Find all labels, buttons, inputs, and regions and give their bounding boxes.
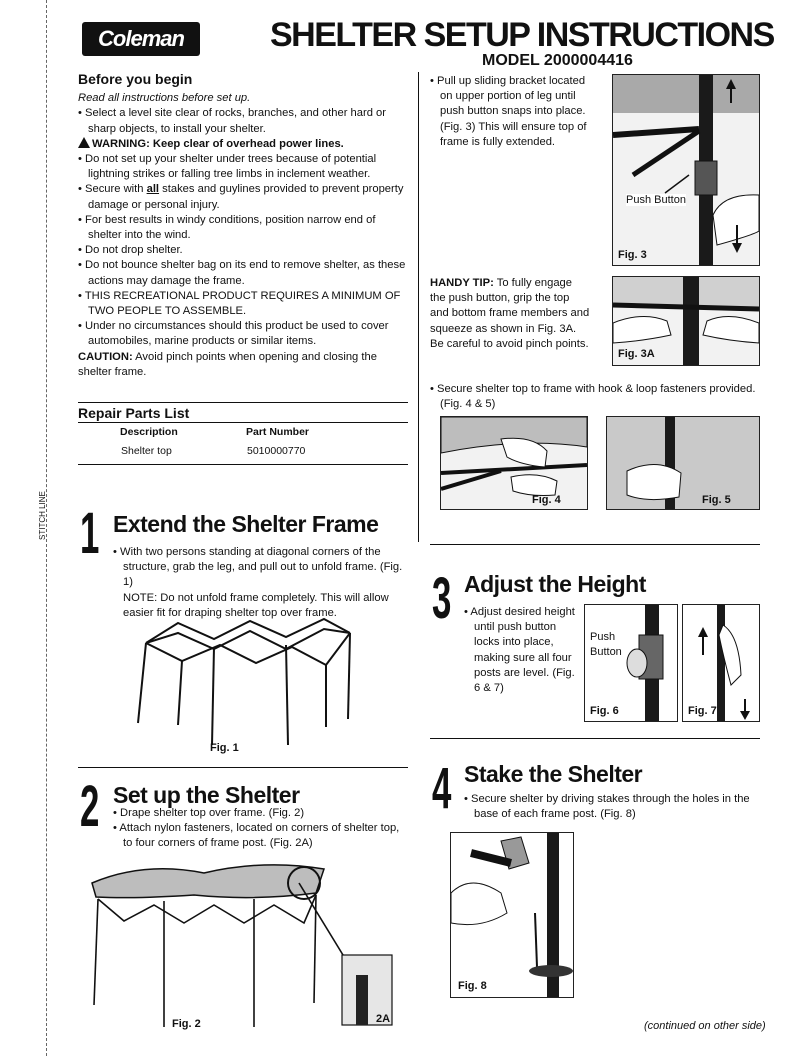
- intro-text: Read all instructions before set up.: [78, 92, 251, 105]
- step4-title: Stake the Shelter: [464, 761, 643, 787]
- fig3-caption: Fig. 3: [618, 249, 647, 261]
- step2-title: Set up the Shelter: [113, 782, 300, 808]
- repair-parts-table: [120, 426, 309, 458]
- model-number: MODEL 2000004416: [482, 52, 633, 69]
- fig8-box: [450, 832, 574, 998]
- repair-parts-heading: Repair Parts List: [78, 405, 190, 421]
- fig4-caption: Fig. 4: [532, 494, 561, 506]
- bullet-item: • Secure shelter top to frame with hook & loop fasteners provided. (Fig. 4 & 5): [430, 383, 756, 411]
- warning-icon: [78, 137, 90, 148]
- coleman-logo: [82, 22, 200, 56]
- bullet-item: • Pull up sliding bracket located on upper portion of leg until push button snaps into place. (Fig. 3) This will ensure top of frame is fully extended.: [430, 75, 587, 148]
- col-header-part-number: Part Number: [246, 426, 310, 438]
- handy-tip: HANDY TIP: To fully engage the push button, grip the top and bottom frame members and squeeze as shown in Fig. 3A. Be careful to avoid pinch points.: [430, 277, 590, 350]
- fig6-caption: Fig. 6: [590, 705, 619, 717]
- fig4-box: [440, 416, 588, 510]
- fig5-caption: Fig. 5: [702, 494, 731, 506]
- before-you-begin-section: [78, 72, 410, 380]
- bullet-item: • THIS RECREATIONAL PRODUCT REQUIRES A MINIMUM OF TWO PEOPLE TO ASSEMBLE.: [78, 289, 401, 318]
- column-divider: [418, 72, 419, 542]
- step1-title: Extend the Shelter Frame: [113, 511, 379, 537]
- caution-line: CAUTION: Avoid pinch points when opening and closing the shelter frame.: [78, 350, 377, 378]
- fig45-text: [430, 382, 760, 412]
- bullet-item: • Secure shelter by driving stakes through the holes in the base of each frame post. (Fig. 8): [464, 793, 750, 821]
- fig3a-caption: Fig. 3A: [618, 348, 655, 360]
- warning-line: WARNING: Keep clear of overhead power lines.: [78, 137, 410, 152]
- fig2-caption: Fig. 2: [172, 1018, 201, 1030]
- bullet-item: • Under no circumstances should this product be used to cover automobiles, marine products or similar items.: [78, 320, 389, 348]
- fig1-caption: Fig. 1: [210, 742, 239, 754]
- table-row: Shelter top 5010000770: [121, 445, 306, 457]
- section-rule: [78, 402, 408, 403]
- before-you-begin-heading: Before you begin: [78, 71, 193, 87]
- step2-text: [113, 806, 409, 852]
- section-rule: [78, 422, 408, 423]
- bullet-item: • Do not drop shelter.: [78, 244, 183, 257]
- bullet-item: • Do not set up your shelter under trees because of potential lightning strikes or falling tree limbs in inclement weather.: [78, 153, 377, 181]
- section-rule: [430, 544, 760, 545]
- step1-note: NOTE: Do not unfold frame completely. This will allow easier fit for draping shelter top over frame.: [123, 591, 389, 619]
- bullet-item: • Do not bounce shelter bag on its end to remove shelter, as these actions may damage the frame.: [78, 259, 406, 287]
- section-rule: [430, 738, 760, 739]
- step4-text: [464, 792, 760, 822]
- page-title: SHELTER SETUP INSTRUCTIONS: [270, 16, 774, 54]
- push-button-label-step3: Push Button: [590, 631, 622, 658]
- bullet-item: • Adjust desired height until push button locks into place, making sure all four posts are level. (Fig. 6 & 7): [464, 606, 575, 695]
- col-header-description: Description: [120, 426, 178, 438]
- fig3-text: [430, 74, 590, 150]
- fig1-frame-illustration: [120, 605, 370, 755]
- bullet-item: • Attach nylon fasteners, located on corners of shelter top, to four corners of frame post. (Fig. 2A): [113, 822, 400, 850]
- step1-number: 1: [80, 501, 100, 566]
- bullet-item: • For best results in windy conditions, position narrow end of shelter into the wind.: [78, 213, 376, 242]
- fig2-shelter-illustration: [84, 855, 404, 1035]
- bullet-item: • Select a level site clear of rocks, branches, and other hard or sharp objects, to install your shelter.: [78, 107, 387, 135]
- bullet-item: • Drape shelter top over frame. (Fig. 2): [113, 807, 305, 819]
- step3-number: 3: [432, 566, 452, 631]
- fig5-box: [606, 416, 760, 510]
- logo-text: Coleman: [98, 26, 184, 51]
- bullet-item: • Secure with all stakes and guylines provided to prevent property damage or personal injury.: [78, 183, 404, 211]
- step3-text: [464, 605, 576, 696]
- fig8-caption: Fig. 8: [458, 980, 487, 992]
- fig2a-caption: 2A: [376, 1013, 391, 1025]
- section-rule: [78, 464, 408, 465]
- fig7-caption: Fig. 7: [688, 705, 717, 717]
- step4-number: 4: [432, 756, 452, 821]
- step2-number: 2: [80, 774, 100, 839]
- stitch-line-label: STITCH LINE: [38, 491, 47, 540]
- continued-note: (continued on other side): [644, 1020, 766, 1032]
- section-rule: [78, 767, 408, 768]
- bullet-item: • With two persons standing at diagonal corners of the structure, grab the leg, and pull out to unfold frame. (Fig. 1): [113, 546, 403, 589]
- push-button-label: Push Button: [626, 194, 686, 206]
- fig3-box: [612, 74, 760, 266]
- step3-title: Adjust the Height: [464, 571, 646, 597]
